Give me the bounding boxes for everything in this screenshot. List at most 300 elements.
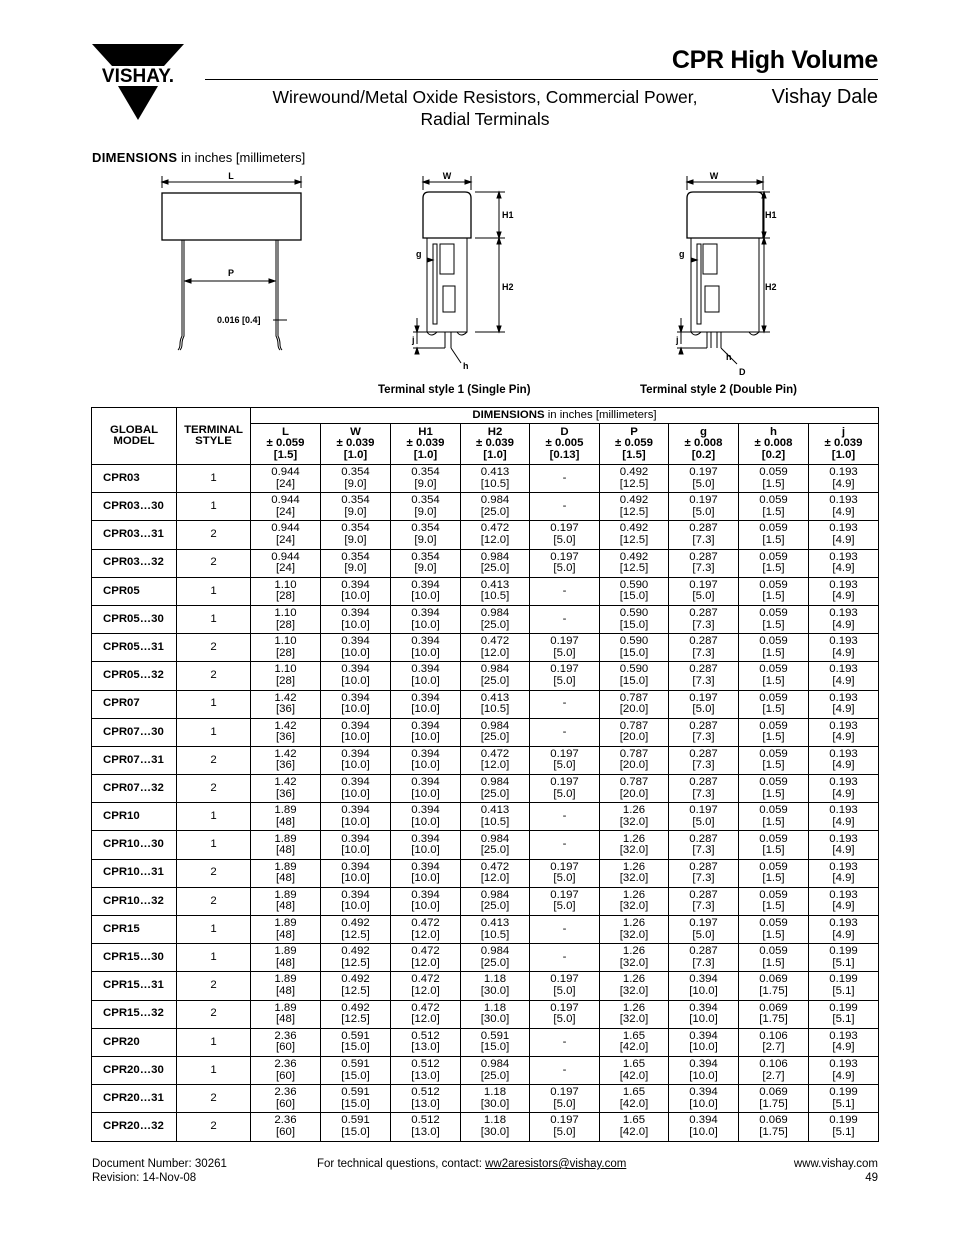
value-cell: 0.197 [5.0]: [530, 887, 600, 915]
value-cell: 0.193 [4.9]: [809, 803, 879, 831]
value-cell: 0.059 [1.5]: [739, 521, 809, 549]
value-cell: 1.10 [28]: [251, 634, 321, 662]
value-cell: -: [530, 831, 600, 859]
value-cell: 0.059 [1.5]: [739, 493, 809, 521]
terminal-style-1-diagram: [405, 168, 515, 378]
col-dimensions-group: DIMENSIONS in inches [millimeters]: [251, 408, 879, 424]
col-h: h ± 0.008 [0.2]: [739, 424, 809, 465]
value-cell: 0.394 [10.0]: [391, 887, 461, 915]
value-cell: 0.287 [7.3]: [669, 605, 739, 633]
value-cell: 0.193 [4.9]: [809, 831, 879, 859]
value-cell: 0.492 [12.5]: [321, 972, 391, 1000]
table-row: [92, 634, 879, 662]
value-cell: 0.197 [5.0]: [530, 521, 600, 549]
value-cell: 0.199 [5.1]: [809, 1085, 879, 1113]
value-cell: 1.26 [32.0]: [600, 944, 669, 972]
value-cell: 0.059 [1.5]: [739, 718, 809, 746]
value-cell: 0.193 [4.9]: [809, 634, 879, 662]
value-cell: 0.394 [10.0]: [391, 775, 461, 803]
dim-g-label: g: [416, 249, 422, 259]
style-cell: 1: [177, 831, 251, 859]
value-cell: 0.394 [10.0]: [669, 1028, 739, 1056]
value-cell: 0.472 [12.0]: [391, 972, 461, 1000]
style-cell: 1: [177, 577, 251, 605]
model-cell: CPR05: [92, 577, 177, 605]
dim-h-label: h: [463, 361, 469, 371]
value-cell: 0.069 [1.75]: [739, 972, 809, 1000]
value-cell: 0.059 [1.5]: [739, 831, 809, 859]
value-cell: 0.512 [13.0]: [391, 1028, 461, 1056]
style-cell: 2: [177, 972, 251, 1000]
value-cell: 0.199 [5.1]: [809, 972, 879, 1000]
brand-name: Vishay Dale: [771, 86, 878, 108]
style-cell: 1: [177, 916, 251, 944]
style-cell: 2: [177, 859, 251, 887]
subtitle-line-2: Radial Terminals: [420, 109, 550, 129]
value-cell: 1.26 [32.0]: [600, 972, 669, 1000]
value-cell: 1.89 [48]: [251, 944, 321, 972]
value-cell: 0.197 [5.0]: [530, 859, 600, 887]
value-cell: 0.287 [7.3]: [669, 887, 739, 915]
dimensions-table: [91, 407, 879, 1142]
value-cell: 0.472 [12.0]: [461, 859, 530, 887]
value-cell: 0.492 [12.5]: [321, 916, 391, 944]
value-cell: 0.944 [24]: [251, 521, 321, 549]
value-cell: 2.36 [60]: [251, 1056, 321, 1084]
value-cell: 0.059 [1.5]: [739, 634, 809, 662]
value-cell: 1.89 [48]: [251, 1000, 321, 1028]
value-cell: -: [530, 1028, 600, 1056]
model-cell: CPR05…30: [92, 605, 177, 633]
value-cell: 0.193 [4.9]: [809, 1028, 879, 1056]
value-cell: 0.984 [25.0]: [461, 718, 530, 746]
value-cell: 1.65 [42.0]: [600, 1056, 669, 1084]
dim-H2-label: H2: [502, 282, 514, 292]
dim-D-label: D: [739, 367, 746, 377]
value-cell: 0.287 [7.3]: [669, 634, 739, 662]
value-cell: 1.10 [28]: [251, 662, 321, 690]
value-cell: 0.287 [7.3]: [669, 859, 739, 887]
table-row: [92, 465, 879, 493]
value-cell: 0.197 [5.0]: [530, 746, 600, 774]
col-g: g ± 0.008 [0.2]: [669, 424, 739, 465]
value-cell: 0.354 [9.0]: [391, 465, 461, 493]
dim-W-label: W: [442, 171, 452, 181]
value-cell: 0.984 [25.0]: [461, 831, 530, 859]
value-cell: 1.10 [28]: [251, 605, 321, 633]
value-cell: 0.787 [20.0]: [600, 690, 669, 718]
value-cell: 0.591 [15.0]: [321, 1113, 391, 1141]
value-cell: 0.193 [4.9]: [809, 493, 879, 521]
table-row: [92, 577, 879, 605]
value-cell: 0.197 [5.0]: [530, 662, 600, 690]
style-cell: 1: [177, 1028, 251, 1056]
table-row: [92, 916, 879, 944]
style-cell: 1: [177, 690, 251, 718]
style-cell: 2: [177, 1085, 251, 1113]
model-cell: CPR03…32: [92, 549, 177, 577]
style-cell: 1: [177, 605, 251, 633]
dimensions-table-wrap: [91, 407, 878, 1142]
value-cell: 1.89 [48]: [251, 916, 321, 944]
value-cell: 0.591 [15.0]: [321, 1056, 391, 1084]
value-cell: 1.65 [42.0]: [600, 1113, 669, 1141]
value-cell: -: [530, 916, 600, 944]
value-cell: -: [530, 465, 600, 493]
table-row: [92, 746, 879, 774]
value-cell: 0.287 [7.3]: [669, 521, 739, 549]
value-cell: 0.413 [10.5]: [461, 690, 530, 718]
value-cell: 0.059 [1.5]: [739, 690, 809, 718]
model-cell: CPR20…32: [92, 1113, 177, 1141]
value-cell: 0.394 [10.0]: [391, 634, 461, 662]
value-cell: 0.197 [5.0]: [669, 465, 739, 493]
value-cell: 0.394 [10.0]: [391, 803, 461, 831]
model-cell: CPR20: [92, 1028, 177, 1056]
value-cell: 0.197 [5.0]: [669, 916, 739, 944]
value-cell: 0.394 [10.0]: [391, 831, 461, 859]
value-cell: 0.492 [12.5]: [600, 521, 669, 549]
header-rule: [205, 79, 878, 80]
dim-g-label: g: [679, 249, 685, 259]
logo-text: VISHAY.: [101, 66, 175, 87]
style-cell: 2: [177, 887, 251, 915]
value-cell: 2.36 [60]: [251, 1085, 321, 1113]
table-row: [92, 549, 879, 577]
value-cell: 0.591 [15.0]: [461, 1028, 530, 1056]
vishay-logo: [92, 44, 184, 122]
col-j: j ± 0.039 [1.0]: [809, 424, 879, 465]
page-number: 49: [865, 1171, 878, 1184]
value-cell: 0.787 [20.0]: [600, 775, 669, 803]
value-cell: -: [530, 577, 600, 605]
contact-email-link[interactable]: ww2aresistors@vishay.com: [485, 1158, 627, 1170]
value-cell: 0.984 [25.0]: [461, 605, 530, 633]
dim-j-label: j: [412, 335, 415, 345]
value-cell: 0.984 [25.0]: [461, 887, 530, 915]
value-cell: 0.984 [25.0]: [461, 662, 530, 690]
style-cell: 2: [177, 775, 251, 803]
style-cell: 1: [177, 718, 251, 746]
value-cell: 1.89 [48]: [251, 803, 321, 831]
value-cell: 0.197 [5.0]: [530, 1113, 600, 1141]
value-cell: 0.287 [7.3]: [669, 775, 739, 803]
table-row: [92, 859, 879, 887]
value-cell: -: [530, 1056, 600, 1084]
value-cell: 0.413 [10.5]: [461, 916, 530, 944]
value-cell: 0.944 [24]: [251, 465, 321, 493]
value-cell: 0.394 [10.0]: [321, 634, 391, 662]
terminal-style-2-caption: Terminal style 2 (Double Pin): [640, 384, 797, 396]
value-cell: 0.394 [10.0]: [321, 775, 391, 803]
model-cell: CPR03: [92, 465, 177, 493]
value-cell: 0.944 [24]: [251, 549, 321, 577]
table-row: [92, 493, 879, 521]
table-row: [92, 1028, 879, 1056]
value-cell: 0.512 [13.0]: [391, 1085, 461, 1113]
page-title: CPR High Volume: [671, 46, 878, 74]
value-cell: -: [530, 944, 600, 972]
value-cell: 1.18 [30.0]: [461, 972, 530, 1000]
value-cell: -: [530, 803, 600, 831]
model-cell: CPR05…31: [92, 634, 177, 662]
dim-h-label: h: [726, 352, 732, 362]
value-cell: 0.197 [5.0]: [669, 493, 739, 521]
value-cell: 0.944 [24]: [251, 493, 321, 521]
value-cell: 0.394 [10.0]: [321, 605, 391, 633]
value-cell: 0.354 [9.0]: [321, 493, 391, 521]
value-cell: 0.512 [13.0]: [391, 1113, 461, 1141]
value-cell: 0.591 [15.0]: [321, 1028, 391, 1056]
value-cell: 0.472 [12.0]: [461, 746, 530, 774]
model-cell: CPR15…30: [92, 944, 177, 972]
value-cell: 0.059 [1.5]: [739, 887, 809, 915]
terminal-style-1-caption: Terminal style 1 (Single Pin): [378, 384, 531, 396]
value-cell: 0.059 [1.5]: [739, 605, 809, 633]
value-cell: 0.413 [10.5]: [461, 577, 530, 605]
footer-doc-info: [92, 1158, 227, 1185]
lead-dia-label: 0.016 [0.4]: [217, 315, 261, 325]
value-cell: 0.193 [4.9]: [809, 465, 879, 493]
model-cell: CPR07: [92, 690, 177, 718]
value-cell: 0.354 [9.0]: [391, 493, 461, 521]
value-cell: 0.199 [5.1]: [809, 1000, 879, 1028]
table-row: [92, 1085, 879, 1113]
style-cell: 1: [177, 465, 251, 493]
website-link[interactable]: www.vishay.com: [793, 1158, 878, 1170]
value-cell: 0.591 [15.0]: [321, 1085, 391, 1113]
table-row: [92, 662, 879, 690]
dim-H1-label: H1: [765, 210, 777, 220]
terminal-style-2-diagram: [667, 168, 782, 378]
value-cell: 0.069 [1.75]: [739, 1113, 809, 1141]
value-cell: 0.394 [10.0]: [321, 662, 391, 690]
value-cell: 0.492 [12.5]: [600, 549, 669, 577]
footer-contact: For technical questions, contact: ww2aresistors@vishay.com: [317, 1158, 627, 1170]
table-row: [92, 887, 879, 915]
value-cell: 2.36 [60]: [251, 1113, 321, 1141]
dim-L-label: L: [228, 171, 234, 181]
value-cell: 0.413 [10.5]: [461, 803, 530, 831]
model-cell: CPR15: [92, 916, 177, 944]
value-cell: 0.197 [5.0]: [530, 634, 600, 662]
value-cell: 0.492 [12.5]: [321, 1000, 391, 1028]
value-cell: 0.069 [1.75]: [739, 1085, 809, 1113]
table-row: [92, 718, 879, 746]
value-cell: 0.787 [20.0]: [600, 718, 669, 746]
table-row: [92, 521, 879, 549]
value-cell: 0.287 [7.3]: [669, 746, 739, 774]
value-cell: 2.36 [60]: [251, 1028, 321, 1056]
side-view-diagram: [155, 168, 305, 358]
value-cell: 0.394 [10.0]: [391, 690, 461, 718]
value-cell: 0.059 [1.5]: [739, 577, 809, 605]
value-cell: 0.492 [12.5]: [600, 465, 669, 493]
value-cell: 1.89 [48]: [251, 972, 321, 1000]
value-cell: 0.069 [1.75]: [739, 1000, 809, 1028]
table-row: [92, 972, 879, 1000]
value-cell: 0.197 [5.0]: [530, 1085, 600, 1113]
model-cell: CPR15…32: [92, 1000, 177, 1028]
col-h1: H1 ± 0.039 [1.0]: [391, 424, 461, 465]
model-cell: CPR20…30: [92, 1056, 177, 1084]
table-row: [92, 1056, 879, 1084]
footer-site: [794, 1158, 878, 1185]
value-cell: 0.193 [4.9]: [809, 605, 879, 633]
value-cell: 0.984 [25.0]: [461, 493, 530, 521]
value-cell: 0.059 [1.5]: [739, 916, 809, 944]
value-cell: 1.42 [36]: [251, 775, 321, 803]
value-cell: 0.590 [15.0]: [600, 577, 669, 605]
value-cell: 0.193 [4.9]: [809, 859, 879, 887]
value-cell: 0.354 [9.0]: [321, 549, 391, 577]
value-cell: -: [530, 605, 600, 633]
value-cell: 0.193 [4.9]: [809, 775, 879, 803]
model-cell: CPR03…31: [92, 521, 177, 549]
value-cell: 0.106 [2.7]: [739, 1056, 809, 1084]
value-cell: 0.059 [1.5]: [739, 803, 809, 831]
value-cell: 0.472 [12.0]: [391, 1000, 461, 1028]
doc-number: Document Number: 30261: [92, 1158, 227, 1170]
value-cell: 0.197 [5.0]: [669, 690, 739, 718]
value-cell: 1.26 [32.0]: [600, 916, 669, 944]
dim-H2-label: H2: [765, 282, 777, 292]
col-d: D ± 0.005 [0.13]: [530, 424, 600, 465]
table-row: [92, 1000, 879, 1028]
value-cell: 0.287 [7.3]: [669, 718, 739, 746]
col-terminal-style: TERMINAL STYLE: [177, 408, 251, 465]
value-cell: 1.26 [32.0]: [600, 887, 669, 915]
table-row: [92, 1113, 879, 1141]
subtitle-line-1: Wirewound/Metal Oxide Resistors, Commercial Power,: [272, 87, 698, 107]
value-cell: 1.10 [28]: [251, 577, 321, 605]
value-cell: 0.984 [25.0]: [461, 775, 530, 803]
value-cell: 0.394 [10.0]: [669, 1000, 739, 1028]
model-cell: CPR10: [92, 803, 177, 831]
model-cell: CPR10…32: [92, 887, 177, 915]
value-cell: 0.394 [10.0]: [321, 831, 391, 859]
model-cell: CPR07…30: [92, 718, 177, 746]
value-cell: 0.984 [25.0]: [461, 944, 530, 972]
value-cell: 1.65 [42.0]: [600, 1085, 669, 1113]
revision: Revision: 14-Nov-08: [92, 1171, 197, 1184]
style-cell: 2: [177, 634, 251, 662]
dim-W-label: W: [709, 171, 719, 181]
model-cell: CPR10…31: [92, 859, 177, 887]
style-cell: 1: [177, 493, 251, 521]
value-cell: 1.26 [32.0]: [600, 803, 669, 831]
value-cell: 1.89 [48]: [251, 887, 321, 915]
style-cell: 2: [177, 746, 251, 774]
value-cell: 0.472 [12.0]: [461, 634, 530, 662]
model-cell: CPR05…32: [92, 662, 177, 690]
page-subtitle: [225, 86, 745, 130]
col-l: L ± 0.059 [1.5]: [251, 424, 321, 465]
table-row: [92, 775, 879, 803]
value-cell: 0.394 [10.0]: [391, 577, 461, 605]
style-cell: 2: [177, 521, 251, 549]
value-cell: -: [530, 690, 600, 718]
value-cell: 0.354 [9.0]: [321, 465, 391, 493]
value-cell: 0.394 [10.0]: [391, 718, 461, 746]
value-cell: 0.394 [10.0]: [669, 1113, 739, 1141]
value-cell: 0.193 [4.9]: [809, 718, 879, 746]
value-cell: 0.193 [4.9]: [809, 887, 879, 915]
dim-j-label: j: [676, 335, 679, 345]
value-cell: 0.472 [12.0]: [391, 944, 461, 972]
value-cell: 1.26 [32.0]: [600, 1000, 669, 1028]
value-cell: 0.193 [4.9]: [809, 690, 879, 718]
value-cell: 0.394 [10.0]: [321, 859, 391, 887]
value-cell: 0.590 [15.0]: [600, 634, 669, 662]
value-cell: 0.197 [5.0]: [669, 803, 739, 831]
value-cell: 0.394 [10.0]: [321, 577, 391, 605]
value-cell: 0.059 [1.5]: [739, 775, 809, 803]
col-p: P ± 0.059 [1.5]: [600, 424, 669, 465]
value-cell: 0.394 [10.0]: [391, 746, 461, 774]
value-cell: 0.193 [4.9]: [809, 577, 879, 605]
value-cell: 0.287 [7.3]: [669, 944, 739, 972]
table-row: [92, 803, 879, 831]
value-cell: 1.26 [32.0]: [600, 831, 669, 859]
value-cell: 0.984 [25.0]: [461, 549, 530, 577]
style-cell: 1: [177, 1056, 251, 1084]
value-cell: 0.059 [1.5]: [739, 549, 809, 577]
value-cell: 0.492 [12.5]: [321, 944, 391, 972]
value-cell: 0.354 [9.0]: [391, 521, 461, 549]
value-cell: 0.394 [10.0]: [669, 1085, 739, 1113]
value-cell: 1.42 [36]: [251, 690, 321, 718]
value-cell: 1.89 [48]: [251, 831, 321, 859]
value-cell: 1.18 [30.0]: [461, 1113, 530, 1141]
value-cell: 0.287 [7.3]: [669, 662, 739, 690]
value-cell: 1.18 [30.0]: [461, 1085, 530, 1113]
value-cell: 0.059 [1.5]: [739, 944, 809, 972]
value-cell: 0.354 [9.0]: [321, 521, 391, 549]
col-h2: H2 ± 0.039 [1.0]: [461, 424, 530, 465]
value-cell: 0.394 [10.0]: [669, 1056, 739, 1084]
value-cell: 0.590 [15.0]: [600, 605, 669, 633]
value-cell: 0.287 [7.3]: [669, 549, 739, 577]
style-cell: 1: [177, 944, 251, 972]
value-cell: 1.18 [30.0]: [461, 1000, 530, 1028]
dim-H1-label: H1: [502, 210, 514, 220]
value-cell: 0.394 [10.0]: [321, 803, 391, 831]
style-cell: 2: [177, 1000, 251, 1028]
value-cell: 0.492 [12.5]: [600, 493, 669, 521]
value-cell: 0.512 [13.0]: [391, 1056, 461, 1084]
value-cell: 0.413 [10.5]: [461, 465, 530, 493]
value-cell: 0.472 [12.0]: [391, 916, 461, 944]
table-row: [92, 831, 879, 859]
style-cell: 2: [177, 662, 251, 690]
value-cell: 0.199 [5.1]: [809, 1113, 879, 1141]
model-cell: CPR15…31: [92, 972, 177, 1000]
value-cell: 0.287 [7.3]: [669, 831, 739, 859]
value-cell: 0.193 [4.9]: [809, 521, 879, 549]
value-cell: 1.42 [36]: [251, 718, 321, 746]
value-cell: 0.394 [10.0]: [321, 746, 391, 774]
model-cell: CPR07…31: [92, 746, 177, 774]
value-cell: 0.394 [10.0]: [321, 690, 391, 718]
value-cell: 0.394 [10.0]: [321, 718, 391, 746]
style-cell: 2: [177, 549, 251, 577]
value-cell: 0.394 [10.0]: [669, 972, 739, 1000]
value-cell: 0.199 [5.1]: [809, 944, 879, 972]
value-cell: 0.106 [2.7]: [739, 1028, 809, 1056]
value-cell: 0.059 [1.5]: [739, 859, 809, 887]
value-cell: 1.89 [48]: [251, 859, 321, 887]
